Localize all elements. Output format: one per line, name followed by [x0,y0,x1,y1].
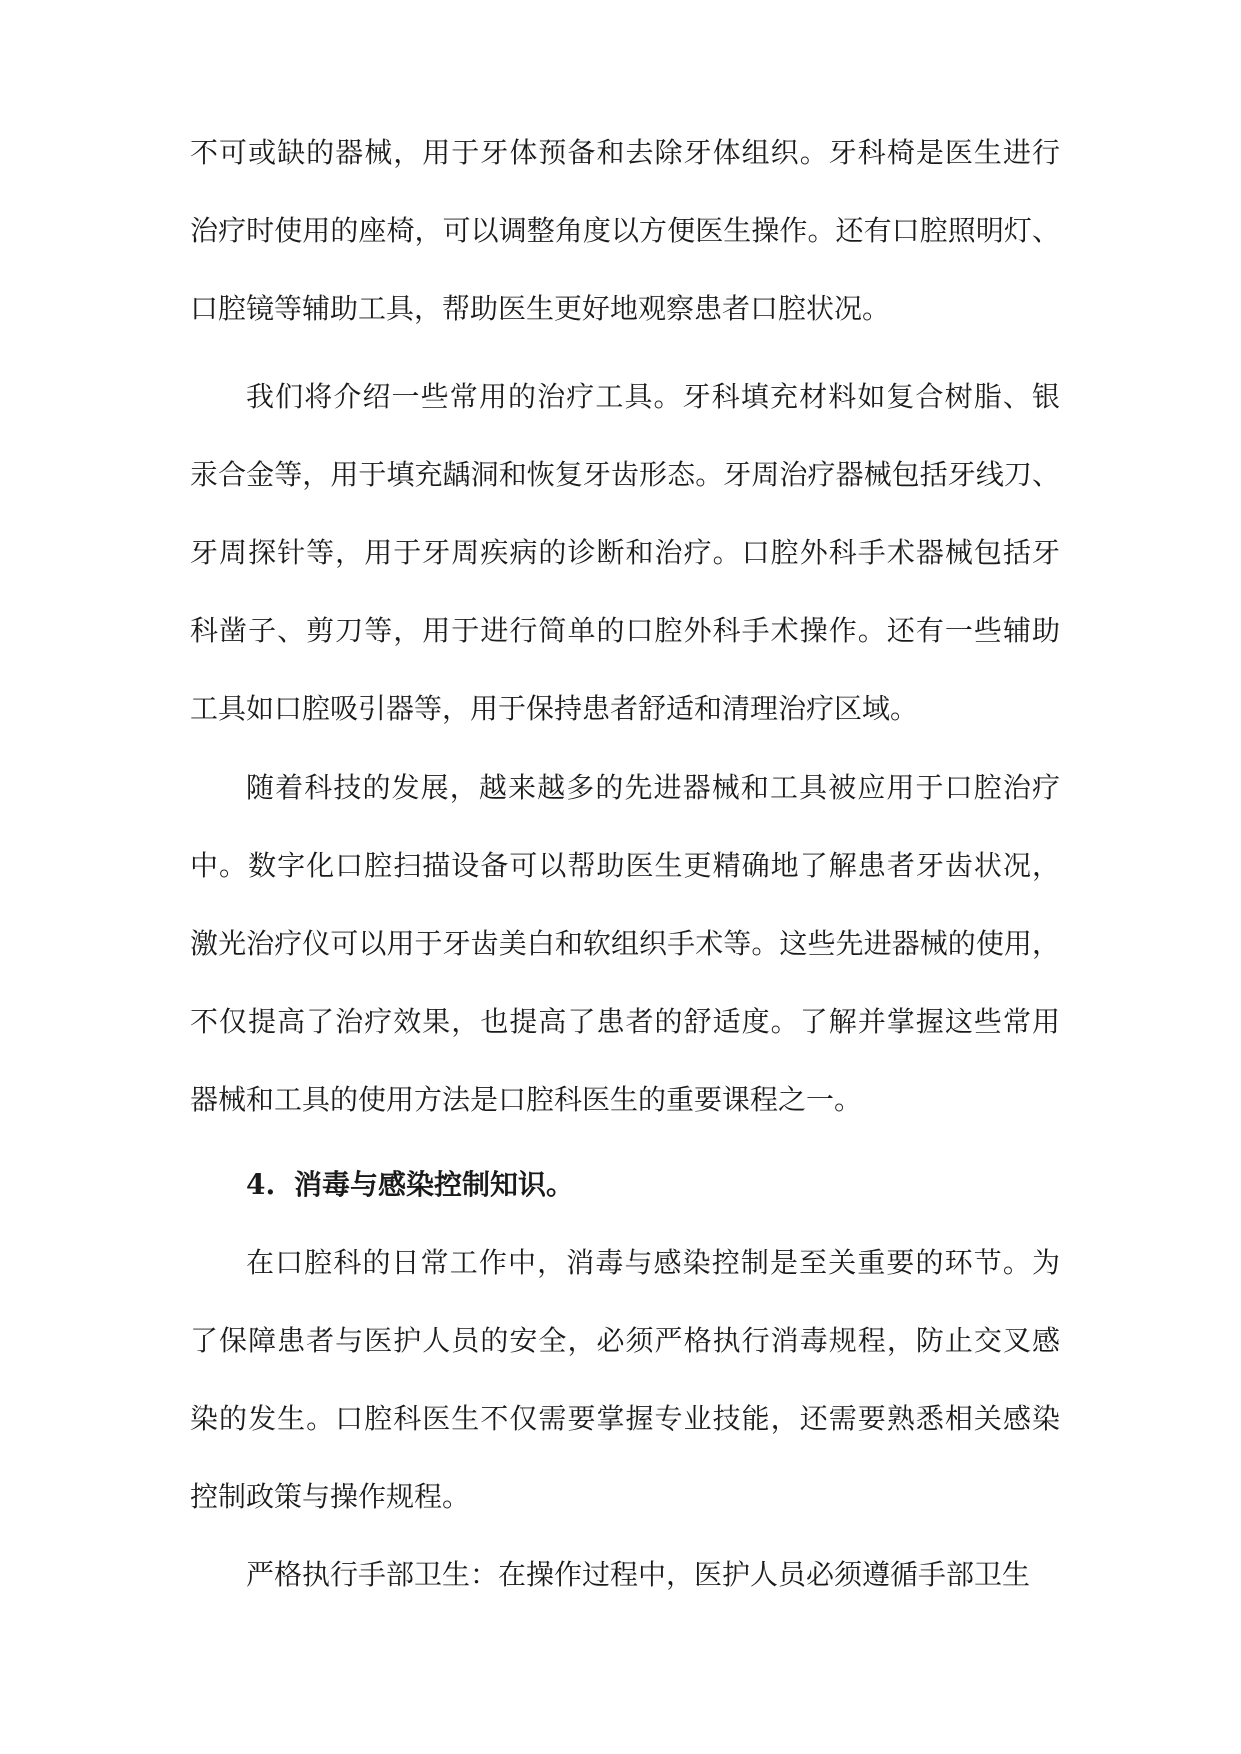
paragraph-line: 随着科技的发展，越来越多的先进器械和工具被应用于口腔治疗 [246,771,1060,804]
paragraph-line: 中。数字化口腔扫描设备可以帮助医生更精确地了解患者牙齿状况， [190,849,1060,882]
paragraph-line: 我们将介绍一些常用的治疗工具。牙科填充材料如复合树脂、银 [246,380,1060,413]
section-number: 4. [246,1168,276,1201]
paragraph-line: 科凿子、剪刀等，用于进行简单的口腔外科手术操作。还有一些辅助 [190,614,1060,647]
paragraph-line: 严格执行手部卫生：在操作过程中，医护人员必须遵循手部卫生 [246,1558,1031,1591]
paragraph-line: 不可或缺的器械，用于牙体预备和去除牙体组织。牙科椅是医生进行 [190,136,1060,169]
paragraph-line: 工具如口腔吸引器等，用于保持患者舒适和清理治疗区域。 [190,692,919,725]
paragraph-line: 不仅提高了治疗效果，也提高了患者的舒适度。了解并掌握这些常用 [190,1005,1060,1038]
paragraph-line: 染的发生。口腔科医生不仅需要掌握专业技能，还需要熟悉相关感染 [190,1402,1060,1435]
paragraph-line: 治疗时使用的座椅，可以调整角度以方便医生操作。还有口腔照明灯、 [190,214,1060,247]
paragraph-line: 了保障患者与医护人员的安全，必须严格执行消毒规程，防止交叉感 [190,1324,1060,1357]
paragraph-line: 控制政策与操作规程。 [190,1480,471,1513]
section-heading [246,1163,574,1207]
paragraph-line: 在口腔科的日常工作中，消毒与感染控制是至关重要的环节。为 [246,1246,1060,1279]
paragraph-line: 口腔镜等辅助工具，帮助医生更好地观察患者口腔状况。 [190,292,891,325]
section-title: 消毒与感染控制知识。 [294,1168,575,1201]
paragraph-line: 器械和工具的使用方法是口腔科医生的重要课程之一。 [190,1083,863,1116]
paragraph-line: 牙周探针等，用于牙周疾病的诊断和治疗。口腔外科手术器械包括牙 [190,536,1060,569]
paragraph-line: 激光治疗仪可以用于牙齿美白和软组织手术等。这些先进器械的使用， [190,927,1060,960]
paragraph-line: 汞合金等，用于填充龋洞和恢复牙齿形态。牙周治疗器械包括牙线刀、 [190,458,1060,491]
